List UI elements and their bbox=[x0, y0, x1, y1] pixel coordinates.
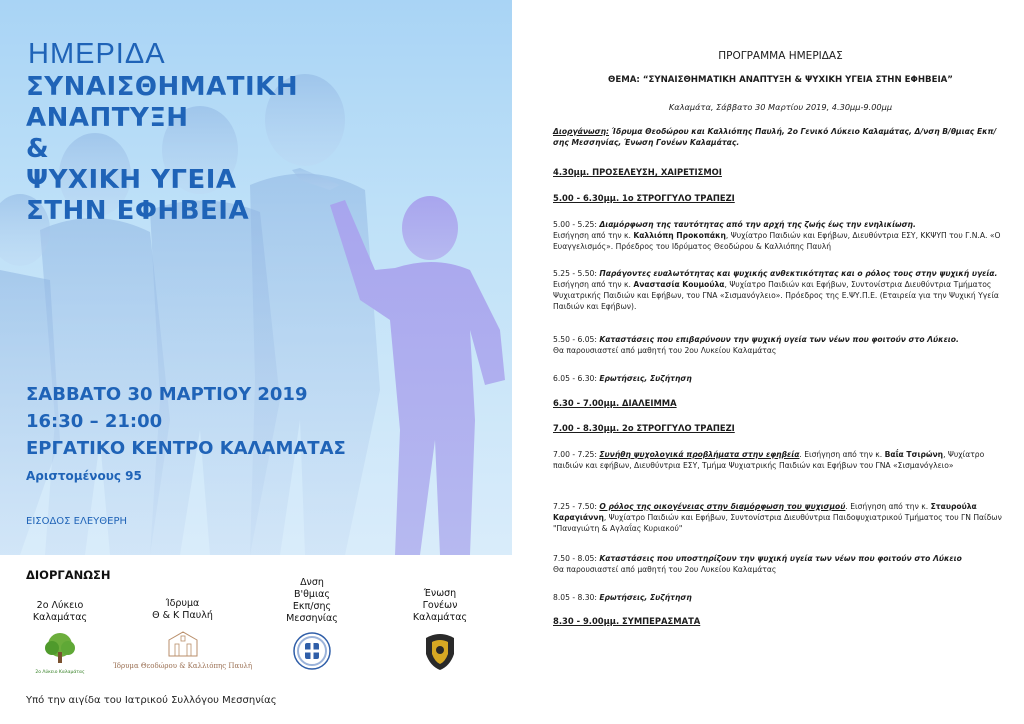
organizer-directorate: Δνση Β'θμιας Εκπ/σης Μεσσηνίας bbox=[272, 577, 352, 671]
talk-item: 5.50 - 6.05: Καταστάσεις που επιβαρύνουν την ψυχική υγεία των νέων που φοιτούν στο Λύκειο. Θα παρουσιαστεί από μαθητή του 2ου Λυκείου Καλαμάτας bbox=[553, 335, 959, 355]
title-line: ΨΥΧΙΚΗ ΥΓΕΙΑ bbox=[26, 165, 237, 195]
event-venue: ΕΡΓΑΤΙΚΟ ΚΕΝΤΡΟ ΚΑΛΑΜΑΤΑΣ bbox=[26, 438, 346, 459]
event-title bbox=[26, 72, 298, 227]
event-kicker: ΗΜΕΡΙΔΑ bbox=[28, 38, 166, 70]
program-heading: ΠΡΟΓΡΑΜΜΑ ΗΜΕΡΙΔΑΣ bbox=[718, 50, 843, 62]
talk-item: 7.25 - 7.50: Ο ρόλος της οικογένειας στην διαμόρφωση του ψυχισμού. Εισήγηση από την κ. Σταυρούλα Καραγιάννη, Ψυχίατρο Παιδιών και Εφήβων, Συντονίστρια Διευθύντρια Παιδοψυχιατρικού Τμήματος του ΓΝ Παίδων "Παναγιώτη & Αγλαΐας Κυριακού" bbox=[553, 502, 1002, 533]
talk-item: 7.50 - 8.05: Καταστάσεις που υποστηρίζουν την ψυχική υγεία των νέων που φοιτούν στο Λύκειο Θα παρουσιαστεί από μαθητή του 2ου Λυκείου Καλαμάτας bbox=[553, 554, 962, 574]
arrival-item: 4.30μμ. ΠΡΟΣΕΛΕΥΣΗ, ΧΑΙΡΕΤΙΣΜΟΙ bbox=[553, 167, 722, 177]
title-line: & bbox=[26, 134, 50, 164]
event-details bbox=[26, 381, 346, 462]
discussion-item: 8.05 - 8.30: Ερωτήσεις, Συζήτηση bbox=[553, 593, 692, 602]
patronage-note: Υπό την αιγίδα του Ιατρικού Συλλόγου Μεσσηνίας bbox=[26, 695, 277, 706]
talk-item: 7.00 - 7.25: Συνήθη ψυχολογικά προβλήματα στην εφηβεία. Εισήγηση από την κ. Βαΐα Τσιρώνη, Ψυχίατρο παιδιών και εφήβων, Διευθύντρια ΕΣΥ, Τμήμα Ψυχιατρικής Παιδιών και Εφήβων του ΓΝΑ «Σισμανόγλειο» bbox=[553, 450, 985, 470]
round-table-1-heading: 5.00 - 6.30μμ. 1ο ΣΤΡΟΓΓΥΛΟ ΤΡΑΠΕΖΙ bbox=[553, 193, 735, 203]
crest-icon bbox=[420, 630, 460, 672]
organizers-line: Διοργάνωση: Ίδρυμα Θεοδώρου και Καλλιόπης Παυλή, 2ο Γενικό Λύκειο Καλαμάτας, Δ/νση Β/θμιας Εκπ/σης Μεσσηνίας, Ένωση Γονέων Καλαμάτας. bbox=[553, 127, 997, 147]
round-table-2-heading: 7.00 - 8.30μμ. 2ο ΣΤΡΟΓΓΥΛΟ ΤΡΑΠΕΖΙ bbox=[553, 423, 735, 433]
organizer-lyceum: 2ο Λύκειο Καλαμάτας 2ο Λύκειο Καλαμάτας bbox=[32, 600, 88, 675]
title-line: ΣΤΗΝ ΕΦΗΒΕΙΑ bbox=[26, 196, 250, 226]
event-date: ΣΑΒΒΑΤΟ 30 ΜΑΡΤΙΟΥ 2019 bbox=[26, 384, 308, 405]
event-address: Αριστομένους 95 bbox=[26, 469, 142, 483]
title-line: ΣΥΝΑΙΣΘΗΜΑΤΙΚΗ bbox=[26, 72, 299, 102]
building-icon bbox=[163, 628, 203, 658]
greek-emblem-icon bbox=[292, 631, 332, 671]
break-item: 6.30 - 7.00μμ. ΔΙΑΛΕΙΜΜΑ bbox=[553, 398, 677, 408]
tree-icon bbox=[40, 630, 80, 670]
free-entry-label: ΕΙΣΟΔΟΣ ΕΛΕΥΘΕΡΗ bbox=[26, 516, 127, 527]
title-line: ΑΝΑΠΤΥΞΗ bbox=[26, 103, 189, 133]
discussion-item: 6.05 - 6.30: Ερωτήσεις, Συζήτηση bbox=[553, 374, 692, 383]
talk-item: 5.25 - 5.50: Παράγοντες ευαλωτότητας και ψυχικής ανθεκτικότητας και ο ρόλος τους στην ψυχική υγεία. Εισήγηση από την κ. Αναστασία Κουμούλα, Ψυχίατρο Παιδιών και Εφήβων, Συντονίστρια Διευθύντρια Τμήματος Ψυχιατρικής Παιδιών και Εφήβων, του ΓΝΑ «Σισμανόγλειο». Πρόεδρος της Ε.ΨΥ.Π.Ε. (Εταιρεία για την Ψυχική Υγεία Παιδιών και Εφήβων). bbox=[553, 269, 999, 311]
program-theme: ΘΕΜΑ: “ΣΥΝΑΙΣΘΗΜΑΤΙΚΗ ΑΝΑΠΤΥΞΗ & ΨΥΧΙΚΗ ΥΓΕΙΑ ΣΤΗΝ ΕΦΗΒΕΙΑ” bbox=[608, 75, 953, 85]
organizers-heading: ΔΙΟΡΓΑΝΩΣΗ bbox=[26, 568, 111, 582]
conclusions-item: 8.30 - 9.00μμ. ΣΥΜΠΕΡΑΣΜΑΤΑ bbox=[553, 616, 701, 626]
program-date: Καλαμάτα, Σάββατο 30 Μαρτίου 2019, 4.30μμ-9.00μμ bbox=[668, 102, 893, 112]
organizer-parents-union: Ένωση Γονέων Καλαμάτας bbox=[400, 588, 480, 672]
talk-item: 5.00 - 5.25: Διαμόρφωση της ταυτότητας από την αρχή της ζωής έως την ενηλικίωση. Εισήγηση από την κ. Καλλιόπη Προκοπάκη, Ψυχίατρο Παιδιών και Εφήβων, Διευθύντρια ΕΣΥ, ΚΚΨΥΠ του Γ.Ν.Α. «Ο Ευαγγελισμός». Πρόεδρος του Ιδρύματος Θεοδώρου & Καλλιόπης Παυλή bbox=[553, 220, 1001, 251]
organizer-foundation: Ίδρυμα Θ & Κ Παυλή Ίδρυμα Θεοδώρου & Καλλιόπης Παυλή bbox=[112, 598, 253, 670]
event-time: 16:30 – 21:00 bbox=[26, 411, 163, 432]
event-poster bbox=[0, 0, 512, 555]
